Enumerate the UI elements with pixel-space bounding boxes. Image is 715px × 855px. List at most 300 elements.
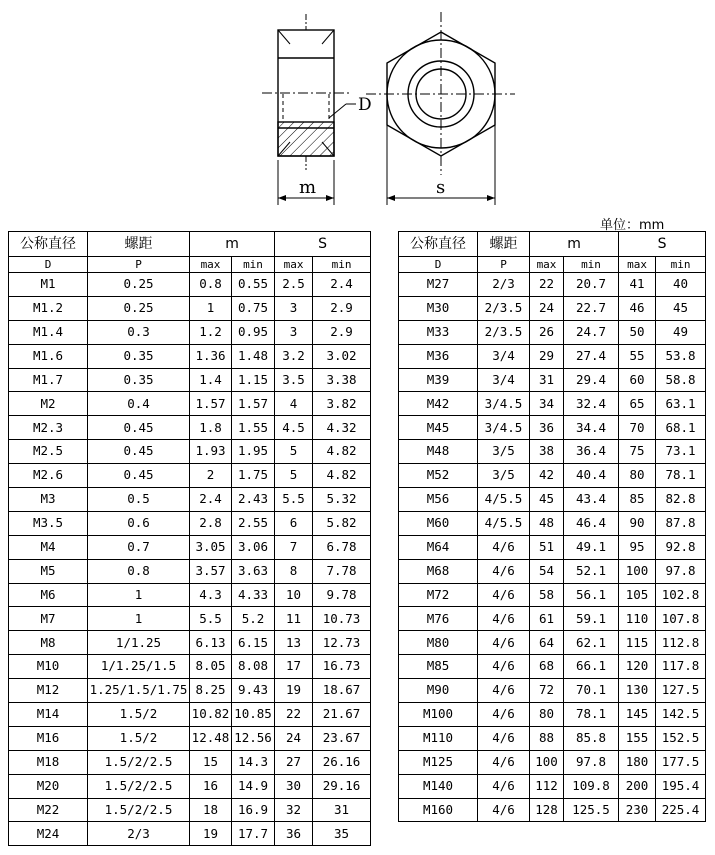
cell-m-min: 12.56	[232, 726, 275, 750]
cell-s-max: 11	[275, 607, 313, 631]
cell-m-min: 1.48	[232, 344, 275, 368]
cell-m-min: 0.55	[232, 273, 275, 297]
table-row	[9, 798, 371, 822]
table-row	[399, 344, 706, 368]
cell-pitch: 4/6	[478, 703, 530, 727]
cell-pitch: 4/6	[478, 655, 530, 679]
cell-diameter: M6	[9, 583, 88, 607]
cell-m-min: 0.95	[232, 320, 275, 344]
cell-s-min: 92.8	[656, 535, 706, 559]
cell-pitch: 2/3	[478, 273, 530, 297]
table-row	[399, 583, 706, 607]
table-row	[9, 631, 371, 655]
cell-m-min: 36.4	[564, 440, 619, 464]
cell-s-max: 27	[275, 750, 313, 774]
cell-s-max: 32	[275, 798, 313, 822]
cell-s-max: 22	[275, 703, 313, 727]
header-m: m	[190, 232, 275, 257]
cell-pitch: 4/6	[478, 798, 530, 822]
spec-rows-left	[9, 273, 371, 846]
cell-m-max: 2.4	[190, 488, 232, 512]
cell-m-min: 125.5	[564, 798, 619, 822]
cell-m-max: 31	[530, 368, 564, 392]
cell-m-max: 3.57	[190, 559, 232, 583]
cell-diameter: M2	[9, 392, 88, 416]
cell-s-max: 90	[619, 511, 656, 535]
cell-diameter: M68	[399, 559, 478, 583]
cell-s-max: 8	[275, 559, 313, 583]
table-row	[399, 726, 706, 750]
cell-s-max: 100	[619, 559, 656, 583]
cell-diameter: M52	[399, 464, 478, 488]
cell-m-max: 36	[530, 416, 564, 440]
header-nominal-diameter: 公称直径	[9, 232, 88, 257]
cell-m-max: 54	[530, 559, 564, 583]
cell-s-min: 177.5	[656, 750, 706, 774]
cell-pitch: 0.8	[88, 559, 190, 583]
cell-m-max: 1.2	[190, 320, 232, 344]
cell-diameter: M2.3	[9, 416, 88, 440]
cell-s-min: 53.8	[656, 344, 706, 368]
cell-diameter: M1.2	[9, 296, 88, 320]
cell-m-min: 59.1	[564, 607, 619, 631]
cell-m-max: 1.93	[190, 440, 232, 464]
cell-s-min: 16.73	[313, 655, 371, 679]
cell-s-max: 155	[619, 726, 656, 750]
cell-m-max: 6.13	[190, 631, 232, 655]
table-row	[399, 392, 706, 416]
cell-diameter: M90	[399, 679, 478, 703]
cell-diameter: M36	[399, 344, 478, 368]
cell-s-min: 63.1	[656, 392, 706, 416]
cell-m-min: 4.33	[232, 583, 275, 607]
cell-pitch: 4/5.5	[478, 511, 530, 535]
table-row	[399, 368, 706, 392]
cell-m-max: 8.25	[190, 679, 232, 703]
cell-m-max: 51	[530, 535, 564, 559]
table-row	[399, 320, 706, 344]
cell-s-min: 40	[656, 273, 706, 297]
table-row	[9, 320, 371, 344]
cell-m-min: 97.8	[564, 750, 619, 774]
table-row	[9, 726, 371, 750]
table-row	[9, 559, 371, 583]
table-row	[399, 511, 706, 535]
cell-m-min: 43.4	[564, 488, 619, 512]
label-s: s	[436, 177, 446, 198]
cell-m-max: 22	[530, 273, 564, 297]
cell-m-min: 70.1	[564, 679, 619, 703]
cell-pitch: 0.35	[88, 368, 190, 392]
spec-table-left	[8, 231, 371, 846]
cell-m-max: 4.3	[190, 583, 232, 607]
cell-pitch: 3/5	[478, 464, 530, 488]
header-s: S	[619, 232, 706, 257]
cell-s-min: 142.5	[656, 703, 706, 727]
header-p: P	[88, 257, 190, 273]
table-row	[9, 822, 371, 846]
cell-pitch: 3/4	[478, 368, 530, 392]
cell-pitch: 0.25	[88, 273, 190, 297]
cell-s-max: 60	[619, 368, 656, 392]
cell-pitch: 4/6	[478, 607, 530, 631]
cell-m-max: 24	[530, 296, 564, 320]
cell-m-max: 42	[530, 464, 564, 488]
cell-s-min: 35	[313, 822, 371, 846]
cell-diameter: M72	[399, 583, 478, 607]
table-row	[9, 296, 371, 320]
cell-s-min: 5.32	[313, 488, 371, 512]
cell-m-min: 1.75	[232, 464, 275, 488]
cell-m-max: 61	[530, 607, 564, 631]
table-row	[399, 631, 706, 655]
cell-pitch: 0.7	[88, 535, 190, 559]
cell-pitch: 1.5/2/2.5	[88, 750, 190, 774]
cell-s-max: 55	[619, 344, 656, 368]
cell-pitch: 2/3.5	[478, 320, 530, 344]
table-row	[399, 607, 706, 631]
cell-pitch: 1.5/2	[88, 703, 190, 727]
cell-diameter: M14	[9, 703, 88, 727]
cell-s-min: 26.16	[313, 750, 371, 774]
table-row	[399, 416, 706, 440]
cell-s-min: 73.1	[656, 440, 706, 464]
table-row	[9, 535, 371, 559]
table-row	[399, 774, 706, 798]
cell-s-max: 7	[275, 535, 313, 559]
cell-pitch: 2/3	[88, 822, 190, 846]
cell-m-min: 17.7	[232, 822, 275, 846]
header-s-min: min	[656, 257, 706, 273]
cell-m-max: 19	[190, 822, 232, 846]
cell-s-max: 80	[619, 464, 656, 488]
cell-m-max: 1.8	[190, 416, 232, 440]
cell-m-min: 16.9	[232, 798, 275, 822]
cell-s-max: 120	[619, 655, 656, 679]
cell-diameter: M56	[399, 488, 478, 512]
cell-pitch: 0.3	[88, 320, 190, 344]
cell-m-max: 1.36	[190, 344, 232, 368]
cell-m-min: 40.4	[564, 464, 619, 488]
cell-s-min: 21.67	[313, 703, 371, 727]
table-row	[399, 273, 706, 297]
cell-m-max: 8.05	[190, 655, 232, 679]
hex-nut-drawing	[0, 0, 715, 215]
cell-pitch: 4/6	[478, 631, 530, 655]
cell-pitch: 1.5/2/2.5	[88, 774, 190, 798]
cell-m-max: 112	[530, 774, 564, 798]
cell-diameter: M45	[399, 416, 478, 440]
cell-diameter: M1.7	[9, 368, 88, 392]
cell-s-max: 10	[275, 583, 313, 607]
cell-diameter: M3.5	[9, 511, 88, 535]
cell-s-min: 3.02	[313, 344, 371, 368]
cell-pitch: 1.5/2/2.5	[88, 798, 190, 822]
header-m-max: max	[190, 257, 232, 273]
table-row	[9, 679, 371, 703]
cell-pitch: 3/4.5	[478, 392, 530, 416]
cell-s-max: 230	[619, 798, 656, 822]
cell-diameter: M160	[399, 798, 478, 822]
table-row	[399, 655, 706, 679]
cell-m-min: 29.4	[564, 368, 619, 392]
cell-pitch: 4/6	[478, 583, 530, 607]
unit-label: 单位：mm	[600, 218, 665, 233]
cell-m-max: 1.57	[190, 392, 232, 416]
cell-s-max: 5.5	[275, 488, 313, 512]
cell-s-min: 9.78	[313, 583, 371, 607]
table-row	[9, 344, 371, 368]
cell-m-min: 52.1	[564, 559, 619, 583]
cell-m-min: 27.4	[564, 344, 619, 368]
cell-s-max: 180	[619, 750, 656, 774]
cell-m-max: 29	[530, 344, 564, 368]
cell-pitch: 1/1.25	[88, 631, 190, 655]
header-m: m	[530, 232, 619, 257]
cell-diameter: M30	[399, 296, 478, 320]
cell-diameter: M125	[399, 750, 478, 774]
label-m: m	[299, 177, 317, 198]
cell-s-min: 78.1	[656, 464, 706, 488]
cell-m-min: 22.7	[564, 296, 619, 320]
cell-m-max: 68	[530, 655, 564, 679]
cell-s-max: 85	[619, 488, 656, 512]
cell-m-min: 2.43	[232, 488, 275, 512]
label-d: D	[358, 95, 372, 115]
cell-m-max: 3.05	[190, 535, 232, 559]
cell-m-min: 5.2	[232, 607, 275, 631]
cell-m-min: 56.1	[564, 583, 619, 607]
cell-pitch: 0.35	[88, 344, 190, 368]
table-row	[9, 607, 371, 631]
cell-m-max: 34	[530, 392, 564, 416]
header-s-max: max	[275, 257, 313, 273]
cell-m-max: 38	[530, 440, 564, 464]
cell-s-max: 145	[619, 703, 656, 727]
table-row	[9, 774, 371, 798]
cell-m-max: 1.4	[190, 368, 232, 392]
cell-s-min: 23.67	[313, 726, 371, 750]
table-row	[9, 392, 371, 416]
cell-s-max: 75	[619, 440, 656, 464]
cell-s-min: 29.16	[313, 774, 371, 798]
cell-m-min: 3.63	[232, 559, 275, 583]
cell-diameter: M80	[399, 631, 478, 655]
cell-diameter: M16	[9, 726, 88, 750]
cell-diameter: M60	[399, 511, 478, 535]
cell-diameter: M110	[399, 726, 478, 750]
cell-diameter: M1.4	[9, 320, 88, 344]
table-row	[9, 464, 371, 488]
cell-s-min: 49	[656, 320, 706, 344]
cell-m-max: 1	[190, 296, 232, 320]
cell-m-min: 66.1	[564, 655, 619, 679]
cell-diameter: M48	[399, 440, 478, 464]
cell-diameter: M22	[9, 798, 88, 822]
cell-pitch: 1.25/1.5/1.75	[88, 679, 190, 703]
table-row	[9, 273, 371, 297]
table-row	[399, 440, 706, 464]
cell-m-max: 80	[530, 703, 564, 727]
cell-m-max: 88	[530, 726, 564, 750]
cell-m-min: 10.85	[232, 703, 275, 727]
header-s: S	[275, 232, 371, 257]
cell-s-min: 12.73	[313, 631, 371, 655]
cell-diameter: M27	[399, 273, 478, 297]
cell-diameter: M18	[9, 750, 88, 774]
cell-s-max: 30	[275, 774, 313, 798]
spec-table-right	[398, 231, 706, 822]
table-row	[9, 368, 371, 392]
cell-m-min: 62.1	[564, 631, 619, 655]
cell-s-max: 50	[619, 320, 656, 344]
cell-m-min: 20.7	[564, 273, 619, 297]
header-s-min: min	[313, 257, 371, 273]
table-row	[399, 559, 706, 583]
cell-s-min: 5.82	[313, 511, 371, 535]
cell-s-max: 3	[275, 296, 313, 320]
cell-m-max: 18	[190, 798, 232, 822]
cell-pitch: 4/5.5	[478, 488, 530, 512]
cell-diameter: M1	[9, 273, 88, 297]
cell-pitch: 0.45	[88, 440, 190, 464]
cell-m-max: 2.8	[190, 511, 232, 535]
cell-m-min: 0.75	[232, 296, 275, 320]
cell-diameter: M140	[399, 774, 478, 798]
cell-s-max: 3	[275, 320, 313, 344]
cell-m-min: 9.43	[232, 679, 275, 703]
cell-m-min: 32.4	[564, 392, 619, 416]
cell-s-min: 7.78	[313, 559, 371, 583]
cell-s-max: 5	[275, 440, 313, 464]
cell-pitch: 1	[88, 583, 190, 607]
cell-s-max: 5	[275, 464, 313, 488]
cell-pitch: 1/1.25/1.5	[88, 655, 190, 679]
cell-s-max: 130	[619, 679, 656, 703]
cell-m-min: 1.57	[232, 392, 275, 416]
cell-pitch: 0.6	[88, 511, 190, 535]
cell-s-min: 225.4	[656, 798, 706, 822]
cell-s-min: 87.8	[656, 511, 706, 535]
cell-diameter: M12	[9, 679, 88, 703]
cell-pitch: 0.25	[88, 296, 190, 320]
cell-diameter: M10	[9, 655, 88, 679]
cell-m-min: 1.95	[232, 440, 275, 464]
cell-s-min: 4.32	[313, 416, 371, 440]
cell-s-min: 10.73	[313, 607, 371, 631]
cell-s-max: 65	[619, 392, 656, 416]
cell-s-max: 200	[619, 774, 656, 798]
cell-s-max: 41	[619, 273, 656, 297]
cell-s-max: 36	[275, 822, 313, 846]
cell-diameter: M2.6	[9, 464, 88, 488]
cell-diameter: M24	[9, 822, 88, 846]
table-row	[399, 703, 706, 727]
cell-pitch: 4/6	[478, 679, 530, 703]
cell-m-max: 10.82	[190, 703, 232, 727]
cell-s-min: 3.82	[313, 392, 371, 416]
cell-s-min: 107.8	[656, 607, 706, 631]
cell-s-min: 82.8	[656, 488, 706, 512]
cell-m-max: 64	[530, 631, 564, 655]
cell-diameter: M64	[399, 535, 478, 559]
cell-diameter: M5	[9, 559, 88, 583]
table-row	[9, 440, 371, 464]
table-row	[399, 679, 706, 703]
cell-s-max: 2.5	[275, 273, 313, 297]
cell-diameter: M85	[399, 655, 478, 679]
table-row	[9, 488, 371, 512]
cell-s-max: 70	[619, 416, 656, 440]
cell-m-max: 0.8	[190, 273, 232, 297]
header-pitch: 螺距	[478, 232, 530, 257]
cell-s-min: 45	[656, 296, 706, 320]
cell-m-min: 24.7	[564, 320, 619, 344]
cell-m-max: 48	[530, 511, 564, 535]
header-d: D	[399, 257, 478, 273]
cell-s-min: 152.5	[656, 726, 706, 750]
table-row	[399, 750, 706, 774]
cell-m-min: 1.55	[232, 416, 275, 440]
table-row	[9, 703, 371, 727]
cell-s-min: 2.9	[313, 296, 371, 320]
cell-s-max: 19	[275, 679, 313, 703]
cell-m-max: 2	[190, 464, 232, 488]
cell-diameter: M4	[9, 535, 88, 559]
cell-s-max: 3.5	[275, 368, 313, 392]
table-row	[9, 655, 371, 679]
cell-pitch: 4/6	[478, 750, 530, 774]
cell-m-max: 100	[530, 750, 564, 774]
cell-pitch: 3/4.5	[478, 416, 530, 440]
cell-diameter: M3	[9, 488, 88, 512]
header-m-min: min	[232, 257, 275, 273]
cell-s-min: 68.1	[656, 416, 706, 440]
cell-s-min: 102.8	[656, 583, 706, 607]
cell-pitch: 3/5	[478, 440, 530, 464]
cell-m-min: 14.3	[232, 750, 275, 774]
cell-m-max: 12.48	[190, 726, 232, 750]
cell-pitch: 0.4	[88, 392, 190, 416]
cell-s-max: 110	[619, 607, 656, 631]
header-m-min: min	[564, 257, 619, 273]
cell-diameter: M39	[399, 368, 478, 392]
cell-s-max: 115	[619, 631, 656, 655]
cell-pitch: 1	[88, 607, 190, 631]
cell-diameter: M2.5	[9, 440, 88, 464]
cell-diameter: M100	[399, 703, 478, 727]
cell-pitch: 1.5/2	[88, 726, 190, 750]
header-pitch: 螺距	[88, 232, 190, 257]
table-row	[9, 583, 371, 607]
cell-diameter: M42	[399, 392, 478, 416]
cell-pitch: 3/4	[478, 344, 530, 368]
cell-s-min: 18.67	[313, 679, 371, 703]
cell-pitch: 0.45	[88, 464, 190, 488]
cell-s-max: 13	[275, 631, 313, 655]
cell-s-min: 195.4	[656, 774, 706, 798]
cell-m-min: 3.06	[232, 535, 275, 559]
table-row	[399, 535, 706, 559]
table-row	[9, 511, 371, 535]
cell-diameter: M20	[9, 774, 88, 798]
cell-s-min: 127.5	[656, 679, 706, 703]
cell-pitch: 4/6	[478, 535, 530, 559]
cell-m-min: 1.15	[232, 368, 275, 392]
cell-s-min: 2.4	[313, 273, 371, 297]
table-row	[9, 416, 371, 440]
cell-s-max: 6	[275, 511, 313, 535]
